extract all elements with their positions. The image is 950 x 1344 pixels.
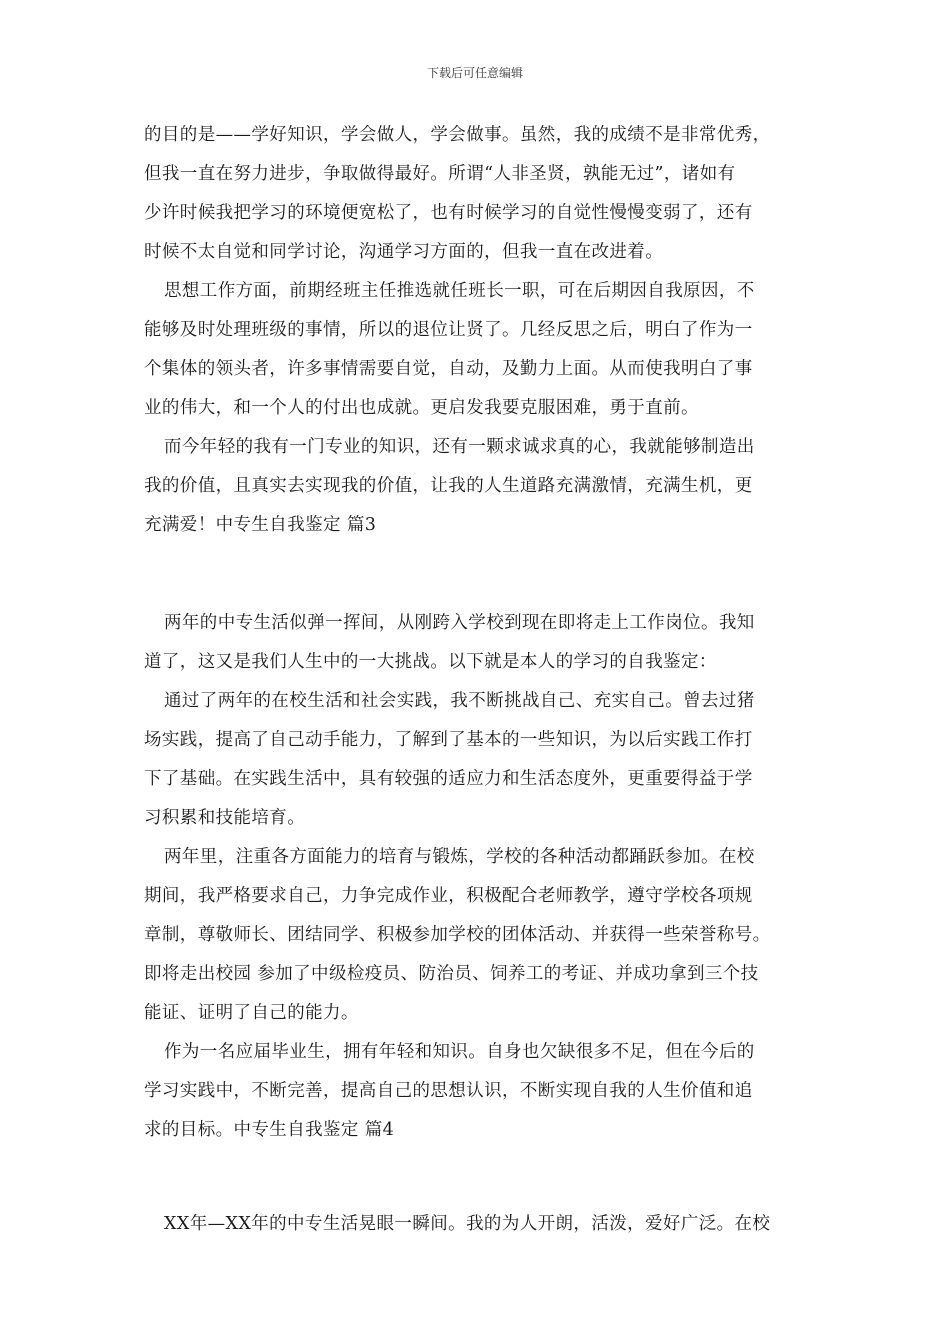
text-line: 的目的是——学好知识，学会做人，学会做事。虽然，我的成绩不是非常优秀， <box>144 125 771 145</box>
text-line: 但我一直在努力进步，争取做得最好。所谓“人非圣贤，孰能无过”，诸如有 <box>144 164 736 184</box>
text-line: 两年的中专生活似弹一挥间，从刚跨入学校到现在即将走上工作岗位。我知 <box>164 613 755 633</box>
text-line: 习积累和技能培育。 <box>144 808 306 828</box>
text-line: 思想工作方面，前期经班主任推选就任班长一职，可在后期因自我原因，不 <box>164 281 755 301</box>
text-line: 章制，尊敬师长、团结同学、积极参加学校的团体活动、并获得一些荣誉称号。 <box>144 925 771 945</box>
text-line: 作为一名应届毕业生，拥有年轻和知识。自身也欠缺很多不足，但在今后的 <box>164 1042 755 1062</box>
text-line: 能够及时处理班级的事情，所以的退位让贤了。几经反思之后，明白了作为一 <box>144 320 753 340</box>
document-body <box>144 116 820 1244</box>
text-line: 能证、证明了自己的能力。 <box>144 1003 359 1023</box>
text-line: 期间，我严格要求自己，力争完成作业，积极配合老师教学，遵守学校各项规 <box>144 886 753 906</box>
section-heading-line: 充满爱！中专生自我鉴定 篇3 <box>144 515 377 535</box>
text-line: 少许时候我把学习的环境便宽松了，也有时候学习的自觉性慢慢变弱了，还有 <box>144 203 753 223</box>
page-header: 下载后可任意编辑 <box>426 66 523 80</box>
text-line: 我的价值，且真实去实现我的价值，让我的人生道路充满激情，充满生机，更 <box>144 476 753 496</box>
text-line: 学习实践中，不断完善，提高自己的思想认识，不断实现自我的人生价值和追 <box>144 1081 753 1101</box>
text-line: 通过了两年的在校生活和社会实践，我不断挑战自己、充实自己。曾去过猪 <box>164 691 755 711</box>
text-line: 两年里，注重各方面能力的培育与锻炼，学校的各种活动都踊跃参加。在校 <box>164 847 755 867</box>
text-line: 而今年轻的我有一门专业的知识，还有一颗求诚求真的心，我就能够制造出 <box>164 437 755 457</box>
text-line: 即将走出校园 参加了中级检疫员、防治员、饲养工的考证、并成功拿到三个技 <box>144 964 759 984</box>
section-gap <box>144 1150 820 1205</box>
section-heading-line: 求的目标。中专生自我鉴定 篇4 <box>144 1120 395 1140</box>
section-gap <box>144 545 820 604</box>
text-line: XX年—XX年的中专生活晃眼一瞬间。我的为人开朗，活泼，爱好广泛。在校 <box>164 1214 771 1234</box>
text-line: 场实践，提高了自己动手能力，了解到了基本的一些知识，为以后实践工作打 <box>144 730 753 750</box>
text-line: 个集体的领头者，许多事情需要自觉，自动，及勤力上面。从而使我明白了事 <box>144 359 753 379</box>
text-line: 业的伟大，和一个人的付出也成就。更启发我要克服困难，勇于直前。 <box>144 398 699 418</box>
text-line: 时候不太自觉和同学讨论，沟通学习方面的，但我一直在改进着。 <box>144 242 664 262</box>
text-line: 道了，这又是我们人生中的一大挑战。以下就是本人的学习的自我鉴定： <box>144 652 717 672</box>
text-line: 下了基础。在实践生活中，具有较强的适应力和生活态度外，更重要得益于学 <box>144 769 753 789</box>
